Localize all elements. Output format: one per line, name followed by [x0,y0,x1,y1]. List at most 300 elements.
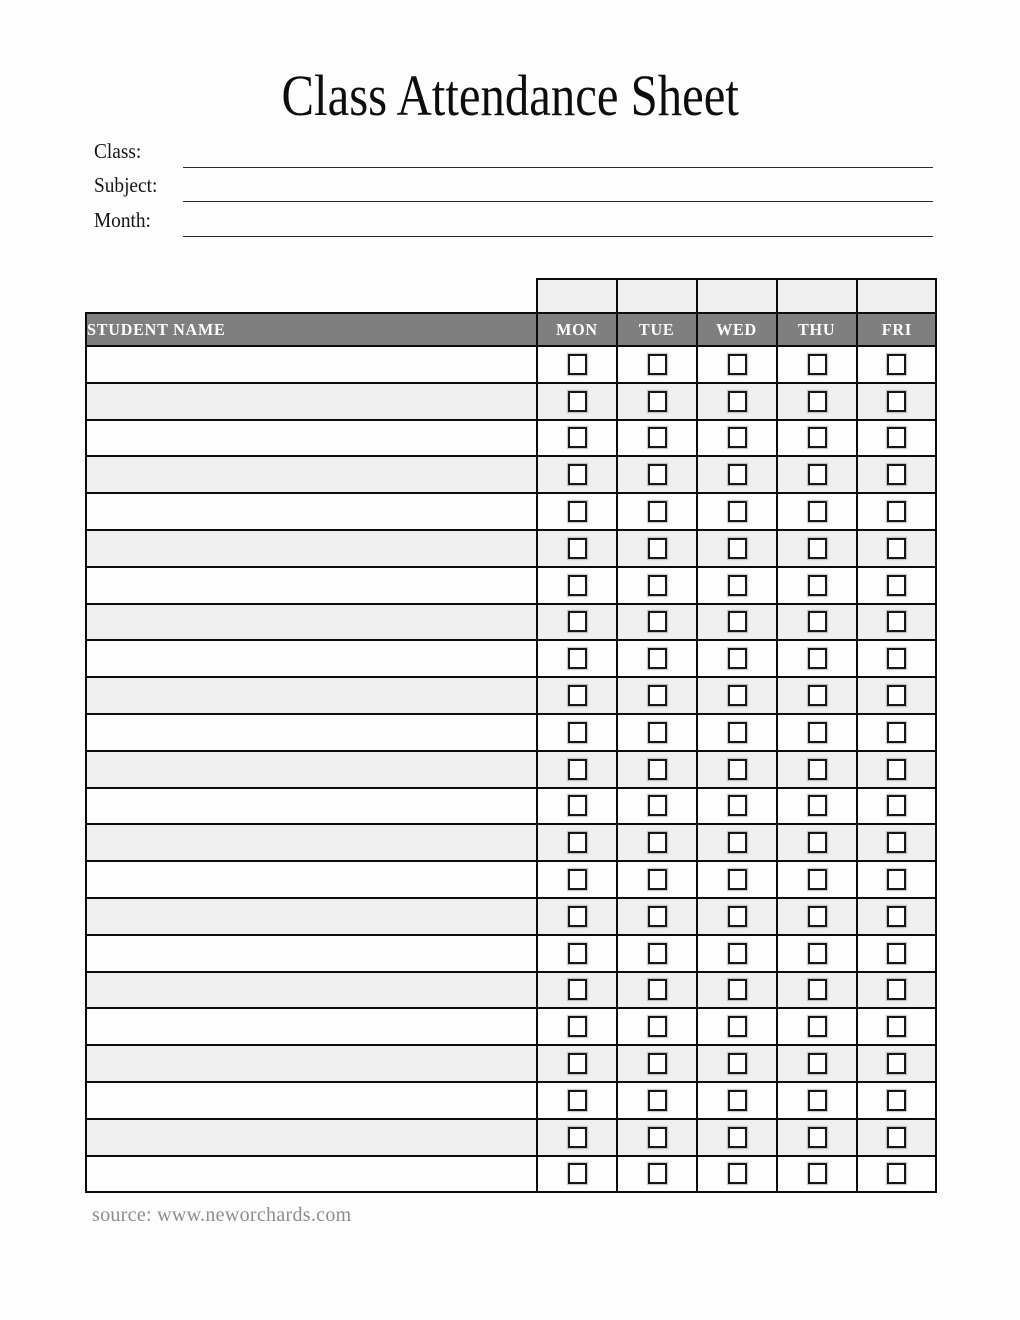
attendance-checkbox-thu[interactable] [808,1053,827,1074]
attendance-checkbox-tue[interactable] [648,943,667,964]
attendance-cell-fri [857,935,936,972]
attendance-checkbox-mon[interactable] [568,979,587,1000]
attendance-cell-thu [777,935,857,972]
student-row-19 [86,1008,936,1045]
student-row-11 [86,714,936,751]
student-name-cell[interactable] [86,567,537,604]
field-row-subject [94,168,933,203]
attendance-cell-tue [617,788,697,825]
attendance-table [85,278,937,1193]
attendance-cell-wed [697,714,777,751]
attendance-cell-fri [857,604,936,641]
attendance-checkbox-wed[interactable] [728,1090,747,1111]
attendance-cell-tue [617,383,697,420]
attendance-checkbox-wed[interactable] [728,1163,747,1184]
attendance-cell-tue [617,530,697,567]
attendance-checkbox-mon[interactable] [568,1127,587,1148]
attendance-cell-fri [857,1156,936,1193]
attendance-checkbox-fri[interactable] [887,611,906,632]
attendance-checkbox-mon[interactable] [568,354,587,375]
attendance-cell-tue [617,935,697,972]
attendance-cell-thu [777,1156,857,1193]
attendance-cell-thu [777,456,857,493]
attendance-cell-fri [857,1045,936,1082]
attendance-cell-tue [617,1119,697,1156]
attendance-checkbox-wed[interactable] [728,391,747,412]
attendance-checkbox-fri[interactable] [887,722,906,743]
pre-header-row [86,279,936,313]
pre-header-cell-fri [857,279,936,313]
attendance-checkbox-wed[interactable] [728,943,747,964]
attendance-checkbox-tue[interactable] [648,501,667,522]
month-input-line[interactable] [183,236,933,237]
attendance-cell-wed [697,640,777,677]
attendance-cell-thu [777,420,857,457]
attendance-cell-fri [857,640,936,677]
attendance-cell-fri [857,972,936,1009]
attendance-cell-tue [617,861,697,898]
attendance-checkbox-tue[interactable] [648,1053,667,1074]
attendance-checkbox-mon[interactable] [568,1016,587,1037]
attendance-cell-fri [857,714,936,751]
student-row-8 [86,604,936,641]
attendance-checkbox-tue[interactable] [648,722,667,743]
attendance-checkbox-fri[interactable] [887,685,906,706]
attendance-checkbox-thu[interactable] [808,795,827,816]
attendance-checkbox-fri[interactable] [887,832,906,853]
student-name-cell[interactable] [86,493,537,530]
attendance-checkbox-tue[interactable] [648,869,667,890]
attendance-checkbox-mon[interactable] [568,575,587,596]
attendance-cell-wed [697,972,777,1009]
attendance-checkbox-tue[interactable] [648,464,667,485]
attendance-checkbox-wed[interactable] [728,427,747,448]
student-name-cell[interactable] [86,346,537,383]
attendance-checkbox-tue[interactable] [648,354,667,375]
attendance-cell-thu [777,493,857,530]
source-note: source: www.neworchards.com [92,1204,352,1226]
student-row-7 [86,567,936,604]
table-header-row [86,313,936,346]
attendance-checkbox-mon[interactable] [568,943,587,964]
attendance-cell-tue [617,1156,697,1193]
attendance-cell-tue [617,1045,697,1082]
attendance-checkbox-tue[interactable] [648,1127,667,1148]
attendance-cell-wed [697,346,777,383]
attendance-cell-fri [857,567,936,604]
attendance-cell-fri [857,456,936,493]
attendance-cell-mon [537,567,617,604]
student-name-column-header: STUDENT NAME [86,313,537,346]
student-row-22 [86,1119,936,1156]
attendance-cell-wed [697,751,777,788]
attendance-checkbox-thu[interactable] [808,354,827,375]
attendance-cell-fri [857,1082,936,1119]
attendance-checkbox-thu[interactable] [808,611,827,632]
attendance-cell-thu [777,530,857,567]
student-name-cell[interactable] [86,714,537,751]
attendance-checkbox-wed[interactable] [728,648,747,669]
attendance-checkbox-thu[interactable] [808,1127,827,1148]
attendance-cell-mon [537,861,617,898]
attendance-checkbox-fri[interactable] [887,1053,906,1074]
attendance-cell-wed [697,493,777,530]
attendance-checkbox-mon[interactable] [568,611,587,632]
attendance-checkbox-fri[interactable] [887,1163,906,1184]
attendance-checkbox-fri[interactable] [887,464,906,485]
student-row-1 [86,346,936,383]
attendance-checkbox-mon[interactable] [568,1163,587,1184]
attendance-checkbox-mon[interactable] [568,869,587,890]
attendance-cell-mon [537,751,617,788]
attendance-cell-thu [777,1008,857,1045]
attendance-cell-thu [777,824,857,861]
attendance-cell-wed [697,1156,777,1193]
attendance-checkbox-mon[interactable] [568,906,587,927]
attendance-cell-mon [537,456,617,493]
student-row-23 [86,1156,936,1193]
student-row-14 [86,824,936,861]
attendance-cell-mon [537,383,617,420]
attendance-cell-thu [777,383,857,420]
attendance-checkbox-wed[interactable] [728,611,747,632]
attendance-cell-fri [857,677,936,714]
student-row-9 [86,640,936,677]
attendance-checkbox-tue[interactable] [648,391,667,412]
pre-header-cell-thu [777,279,857,313]
class-field-label: Class: [94,138,142,163]
day-column-header-mon: MON [537,313,617,346]
attendance-cell-tue [617,493,697,530]
attendance-cell-wed [697,824,777,861]
student-name-cell[interactable] [86,383,537,420]
attendance-cell-thu [777,714,857,751]
student-name-cell[interactable] [86,1156,537,1193]
attendance-cell-mon [537,972,617,1009]
attendance-checkbox-thu[interactable] [808,391,827,412]
attendance-cell-mon [537,420,617,457]
attendance-cell-tue [617,1008,697,1045]
attendance-checkbox-wed[interactable] [728,832,747,853]
attendance-checkbox-wed[interactable] [728,538,747,559]
attendance-cell-wed [697,383,777,420]
attendance-cell-tue [617,567,697,604]
student-name-cell[interactable] [86,420,537,457]
attendance-checkbox-mon[interactable] [568,391,587,412]
attendance-checkbox-tue[interactable] [648,1090,667,1111]
student-name-cell[interactable] [86,1045,537,1082]
attendance-cell-mon [537,1008,617,1045]
attendance-checkbox-thu[interactable] [808,832,827,853]
student-row-10 [86,677,936,714]
attendance-checkbox-thu[interactable] [808,869,827,890]
student-name-cell[interactable] [86,788,537,825]
student-name-cell[interactable] [86,1008,537,1045]
day-column-header-tue: TUE [617,313,697,346]
attendance-cell-mon [537,898,617,935]
attendance-cell-fri [857,751,936,788]
student-name-cell[interactable] [86,1119,537,1156]
attendance-cell-tue [617,677,697,714]
student-row-3 [86,420,936,457]
attendance-cell-wed [697,677,777,714]
attendance-cell-wed [697,788,777,825]
attendance-cell-mon [537,935,617,972]
attendance-cell-tue [617,898,697,935]
attendance-checkbox-mon[interactable] [568,795,587,816]
attendance-checkbox-mon[interactable] [568,722,587,743]
attendance-checkbox-mon[interactable] [568,759,587,780]
attendance-checkbox-tue[interactable] [648,648,667,669]
attendance-checkbox-thu[interactable] [808,575,827,596]
attendance-checkbox-fri[interactable] [887,1016,906,1037]
attendance-cell-wed [697,861,777,898]
attendance-checkbox-thu[interactable] [808,1090,827,1111]
attendance-cell-fri [857,1008,936,1045]
attendance-cell-fri [857,824,936,861]
attendance-checkbox-tue[interactable] [648,832,667,853]
attendance-checkbox-fri[interactable] [887,1127,906,1148]
attendance-checkbox-fri[interactable] [887,391,906,412]
attendance-cell-thu [777,861,857,898]
attendance-checkbox-mon[interactable] [568,427,587,448]
attendance-cell-fri [857,530,936,567]
attendance-cell-tue [617,972,697,1009]
day-column-header-fri: FRI [857,313,936,346]
attendance-cell-wed [697,530,777,567]
attendance-checkbox-fri[interactable] [887,906,906,927]
attendance-checkbox-tue[interactable] [648,1016,667,1037]
attendance-cell-wed [697,935,777,972]
student-name-cell[interactable] [86,751,537,788]
attendance-cell-fri [857,788,936,825]
attendance-checkbox-wed[interactable] [728,1127,747,1148]
student-name-cell[interactable] [86,898,537,935]
attendance-checkbox-fri[interactable] [887,869,906,890]
attendance-cell-wed [697,456,777,493]
attendance-cell-tue [617,824,697,861]
attendance-cell-thu [777,751,857,788]
field-row-month [94,202,933,237]
attendance-cell-thu [777,1082,857,1119]
attendance-checkbox-thu[interactable] [808,759,827,780]
attendance-checkbox-wed[interactable] [728,979,747,1000]
attendance-checkbox-wed[interactable] [728,795,747,816]
attendance-checkbox-wed[interactable] [728,722,747,743]
attendance-cell-tue [617,1082,697,1119]
attendance-checkbox-wed[interactable] [728,906,747,927]
attendance-checkbox-mon[interactable] [568,685,587,706]
attendance-cell-thu [777,677,857,714]
attendance-cell-tue [617,751,697,788]
attendance-checkbox-tue[interactable] [648,906,667,927]
attendance-cell-tue [617,714,697,751]
attendance-cell-thu [777,898,857,935]
attendance-checkbox-thu[interactable] [808,722,827,743]
attendance-checkbox-tue[interactable] [648,538,667,559]
student-name-cell[interactable] [86,972,537,1009]
pre-header-cell-wed [697,279,777,313]
student-row-18 [86,972,936,1009]
student-name-cell[interactable] [86,1082,537,1119]
attendance-checkbox-thu[interactable] [808,1016,827,1037]
attendance-cell-mon [537,1119,617,1156]
attendance-cell-wed [697,1045,777,1082]
page-title-text: Class Attendance Sheet [281,63,739,128]
attendance-cell-thu [777,1119,857,1156]
student-name-cell[interactable] [86,456,537,493]
attendance-checkbox-fri[interactable] [887,501,906,522]
student-row-4 [86,456,936,493]
attendance-cell-mon [537,493,617,530]
attendance-cell-wed [697,898,777,935]
pre-header-spacer [86,279,537,313]
attendance-checkbox-mon[interactable] [568,648,587,669]
student-name-cell[interactable] [86,530,537,567]
attendance-checkbox-mon[interactable] [568,1090,587,1111]
attendance-checkbox-thu[interactable] [808,943,827,964]
attendance-checkbox-fri[interactable] [887,427,906,448]
attendance-cell-fri [857,383,936,420]
student-name-cell[interactable] [86,824,537,861]
student-row-5 [86,493,936,530]
student-name-cell[interactable] [86,935,537,972]
field-row-class [94,133,933,168]
attendance-checkbox-thu[interactable] [808,1163,827,1184]
attendance-checkbox-tue[interactable] [648,611,667,632]
student-name-cell[interactable] [86,604,537,641]
attendance-checkbox-tue[interactable] [648,427,667,448]
attendance-checkbox-fri[interactable] [887,354,906,375]
attendance-cell-wed [697,567,777,604]
attendance-cell-tue [617,346,697,383]
student-row-16 [86,898,936,935]
attendance-checkbox-tue[interactable] [648,685,667,706]
subject-field-label: Subject: [94,173,158,198]
attendance-checkbox-mon[interactable] [568,538,587,559]
attendance-checkbox-wed[interactable] [728,685,747,706]
attendance-cell-thu [777,346,857,383]
student-row-13 [86,788,936,825]
attendance-checkbox-wed[interactable] [728,501,747,522]
attendance-checkbox-fri[interactable] [887,538,906,559]
attendance-checkbox-tue[interactable] [648,795,667,816]
attendance-cell-thu [777,604,857,641]
attendance-checkbox-tue[interactable] [648,575,667,596]
student-name-cell[interactable] [86,677,537,714]
attendance-cell-tue [617,456,697,493]
attendance-cell-wed [697,420,777,457]
day-column-header-thu: THU [777,313,857,346]
attendance-checkbox-thu[interactable] [808,464,827,485]
attendance-checkbox-thu[interactable] [808,501,827,522]
attendance-checkbox-wed[interactable] [728,464,747,485]
attendance-checkbox-tue[interactable] [648,759,667,780]
month-field-label: Month: [94,207,151,232]
attendance-checkbox-fri[interactable] [887,795,906,816]
attendance-cell-fri [857,493,936,530]
attendance-checkbox-fri[interactable] [887,979,906,1000]
attendance-cell-wed [697,1008,777,1045]
attendance-checkbox-tue[interactable] [648,1163,667,1184]
attendance-checkbox-thu[interactable] [808,906,827,927]
attendance-cell-mon [537,1045,617,1082]
student-name-cell[interactable] [86,640,537,677]
attendance-checkbox-wed[interactable] [728,575,747,596]
attendance-checkbox-fri[interactable] [887,575,906,596]
attendance-cell-tue [617,604,697,641]
attendance-checkbox-mon[interactable] [568,501,587,522]
attendance-checkbox-thu[interactable] [808,427,827,448]
student-name-cell[interactable] [86,861,537,898]
attendance-cell-fri [857,346,936,383]
attendance-checkbox-thu[interactable] [808,685,827,706]
attendance-checkbox-mon[interactable] [568,464,587,485]
student-row-17 [86,935,936,972]
student-row-20 [86,1045,936,1082]
attendance-checkbox-fri[interactable] [887,1090,906,1111]
attendance-checkbox-wed[interactable] [728,759,747,780]
attendance-cell-thu [777,972,857,1009]
attendance-cell-fri [857,1119,936,1156]
attendance-cell-mon [537,1156,617,1193]
attendance-cell-wed [697,604,777,641]
attendance-cell-thu [777,640,857,677]
attendance-cell-wed [697,1082,777,1119]
attendance-cell-mon [537,677,617,714]
attendance-cell-fri [857,861,936,898]
attendance-cell-mon [537,1082,617,1119]
attendance-cell-tue [617,640,697,677]
attendance-checkbox-wed[interactable] [728,354,747,375]
attendance-checkbox-thu[interactable] [808,979,827,1000]
pre-header-cell-tue [617,279,697,313]
attendance-cell-thu [777,788,857,825]
page-title [0,62,1020,129]
attendance-checkbox-tue[interactable] [648,979,667,1000]
attendance-cell-wed [697,1119,777,1156]
pre-header-cell-mon [537,279,617,313]
attendance-checkbox-wed[interactable] [728,1053,747,1074]
attendance-cell-mon [537,714,617,751]
attendance-cell-mon [537,824,617,861]
student-row-6 [86,530,936,567]
attendance-checkbox-fri[interactable] [887,759,906,780]
day-column-header-wed: WED [697,313,777,346]
attendance-checkbox-fri[interactable] [887,943,906,964]
attendance-checkbox-thu[interactable] [808,648,827,669]
attendance-cell-mon [537,530,617,567]
attendance-checkbox-wed[interactable] [728,1016,747,1037]
attendance-cell-mon [537,346,617,383]
attendance-checkbox-mon[interactable] [568,832,587,853]
attendance-cell-thu [777,1045,857,1082]
header-fields [94,133,933,237]
student-row-12 [86,751,936,788]
attendance-checkbox-thu[interactable] [808,538,827,559]
attendance-cell-mon [537,788,617,825]
student-row-21 [86,1082,936,1119]
attendance-checkbox-fri[interactable] [887,648,906,669]
attendance-cell-thu [777,567,857,604]
attendance-checkbox-wed[interactable] [728,869,747,890]
attendance-cell-tue [617,420,697,457]
attendance-cell-mon [537,604,617,641]
attendance-cell-fri [857,898,936,935]
attendance-cell-mon [537,640,617,677]
student-row-2 [86,383,936,420]
attendance-checkbox-mon[interactable] [568,1053,587,1074]
